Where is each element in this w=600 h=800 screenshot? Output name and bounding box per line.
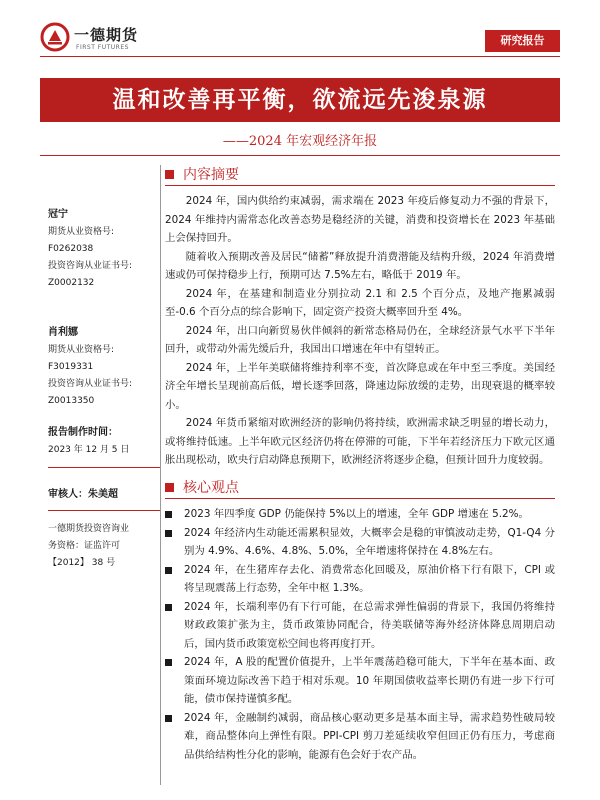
key-point-text: 2024 年经济内生动能还需累积显效，大概率会是稳的审慎波动走势，Q1-Q4 分别为 4.9%、4.6%、4.8%、5.0%，全年增速将保持在 4.8%左右。 — [184, 526, 555, 557]
analyst-2 — [48, 323, 160, 410]
analyst-1-qual-label: 期货从业资格号: — [48, 227, 115, 237]
bullet-icon — [165, 659, 172, 666]
key-point-item — [165, 598, 555, 654]
key-point-text: 2024 年，长端利率仍有下行可能，在总需求弹性偏弱的背景下，我国仍将维持财政政策扩张为主，货币政策协同配合，待美联储等海外经济体降息周期启动后，国内货币政策宽松空间也将再度打开。 — [184, 600, 555, 650]
license-block — [48, 521, 160, 572]
key-point-item — [165, 524, 555, 561]
abstract-body — [165, 192, 555, 470]
report-date-label: 报告制作时间： — [48, 427, 118, 438]
section-marker-icon — [165, 170, 174, 179]
key-point-item — [165, 505, 555, 524]
reviewer-block — [48, 485, 160, 504]
license-line: 【2012】 38 号 — [48, 558, 116, 568]
subtitle-divider — [40, 155, 560, 156]
header-divider — [40, 56, 560, 57]
section-rule — [165, 185, 555, 186]
analyst-2-consult-label: 投资咨询从业证书号: — [48, 379, 133, 389]
abstract-paragraph: 2024 年，国内供给约束减弱，需求端在 2023 年疫后修复动力不强的背景下，2024 年维持内需常态化改善态势是稳经济的关键，消费和投资增长在 2023 年基础上会保持回升。 — [165, 195, 555, 244]
analyst-1-name: 冠宁 — [48, 209, 68, 220]
key-points-heading — [165, 478, 555, 498]
key-point-text: 2024 年，A 股的配置价值提升，上半年震荡趋稳可能大，下半年在基本面、政策面环境边际改善下趋于相对乐观。10 年期国债收益率长期仍有进一步下行可能，债市保持谨慎多配。 — [184, 656, 555, 705]
key-point-text: 2024 年，在生猪库存去化、消费常态化回暖及，原油价格下行有限下，CPI 或将呈现震荡上行态势，全年中枢 1.3%。 — [184, 563, 555, 594]
abstract-heading — [165, 165, 555, 185]
key-point-text: 2023 年四季度 GDP 仍能保持 5%以上的增速，全年 GDP 增速在 5.2%。 — [184, 508, 529, 520]
logo-mark-icon — [40, 22, 70, 52]
page-header — [0, 0, 600, 76]
analyst-2-qual-label: 期货从业资格号: — [48, 345, 115, 355]
abstract-paragraph: 2024 年，在基建和制造业分别拉动 2.1 和 2.5 个百分点，及地产拖累减弱至-0.6 个百分点的综合影响下，固定资产投资大概率回升至 4%。 — [165, 287, 555, 318]
license-line: 务资格：证监许可 — [48, 541, 121, 551]
company-logo — [40, 22, 150, 58]
key-point-item — [165, 709, 555, 765]
reviewer: 审核人：朱美超 — [48, 489, 118, 500]
report-title: 温和改善再平衡，欲流远先浚泉源 — [40, 78, 560, 122]
report-date-block — [48, 423, 160, 459]
section-rule — [165, 498, 555, 499]
sidebar-divider — [48, 510, 160, 511]
bullet-icon — [165, 567, 172, 574]
analyst-1-consult-no: Z0002132 — [48, 278, 95, 288]
report-date: 2023 年 12 月 5 日 — [48, 445, 130, 455]
bullet-icon — [165, 530, 172, 537]
abstract-paragraph: 2024 年，出口向新贸易伙伴倾斜的新常态格局仍在，全球经济景气水平下半年回升，或带动外需先缓后升，我国出口增速在年中有望转正。 — [165, 324, 555, 355]
key-point-text: 2024 年，金融制约减弱，商品核心驱动更多是基本面主导，需求趋势性破局较难，商品整体向上弹性有限。PPI-CPI 剪刀差延续收窄但回正仍有压力，考虑商品供给结构性分化的影响，能源有色会好于农产品。 — [184, 711, 555, 761]
analyst-1 — [48, 205, 160, 292]
license-line: 一德期货投资咨询业 — [48, 524, 130, 534]
report-subtitle: ——2024 年宏观经济年报 — [222, 134, 378, 149]
analyst-1-qual-no: F0262038 — [48, 244, 94, 254]
abstract-paragraph: 2024 年货币紧缩对欧洲经济的影响仍将持续，欧洲需求缺乏明显的增长动力，或将维持低速。上半年欧元区经济仍将在停滞的可能，下半年若经济压力下欧元区通胀出现松动，欧央行启动降息预期下，欧洲经济将逐步企稳，但预计回升力度较弱。 — [165, 417, 555, 466]
analyst-2-consult-no: Z0013350 — [48, 396, 95, 406]
report-type-badge: 研究报告 — [485, 30, 560, 52]
sidebar-divider — [48, 467, 160, 468]
analyst-1-consult-label: 投资咨询从业证书号: — [48, 261, 133, 271]
abstract-paragraph: 随着收入预期改善及居民“储蓄”释放提升消费潜能及结构升级，2024 年消费增速或仍可保持稳步上行，预期可达 7.5%左右，略低于 2019 年。 — [165, 250, 555, 281]
bullet-icon — [165, 715, 172, 722]
logo-text-en: FIRST FUTURES — [76, 44, 129, 51]
analyst-2-qual-no: F3019331 — [48, 362, 94, 372]
column-divider — [160, 165, 161, 785]
logo-text-cn: 一德期货 — [74, 26, 139, 44]
abstract-title: 内容摘要 — [183, 167, 239, 183]
key-points-list — [165, 505, 555, 764]
section-marker-icon — [165, 483, 174, 492]
analyst-2-name: 肖利娜 — [48, 327, 78, 338]
bullet-icon — [165, 604, 172, 611]
abstract-paragraph: 2024 年，上半年美联储将维持利率不变，首次降息或在年中至三季度。美国经济全年增长呈现前高后低，增长逐季回落，降速边际放缓的走势，出现衰退的概率较小。 — [165, 361, 555, 411]
key-point-item — [165, 653, 555, 709]
bullet-icon — [165, 511, 172, 518]
key-point-item — [165, 561, 555, 598]
key-points-title: 核心观点 — [183, 480, 239, 496]
